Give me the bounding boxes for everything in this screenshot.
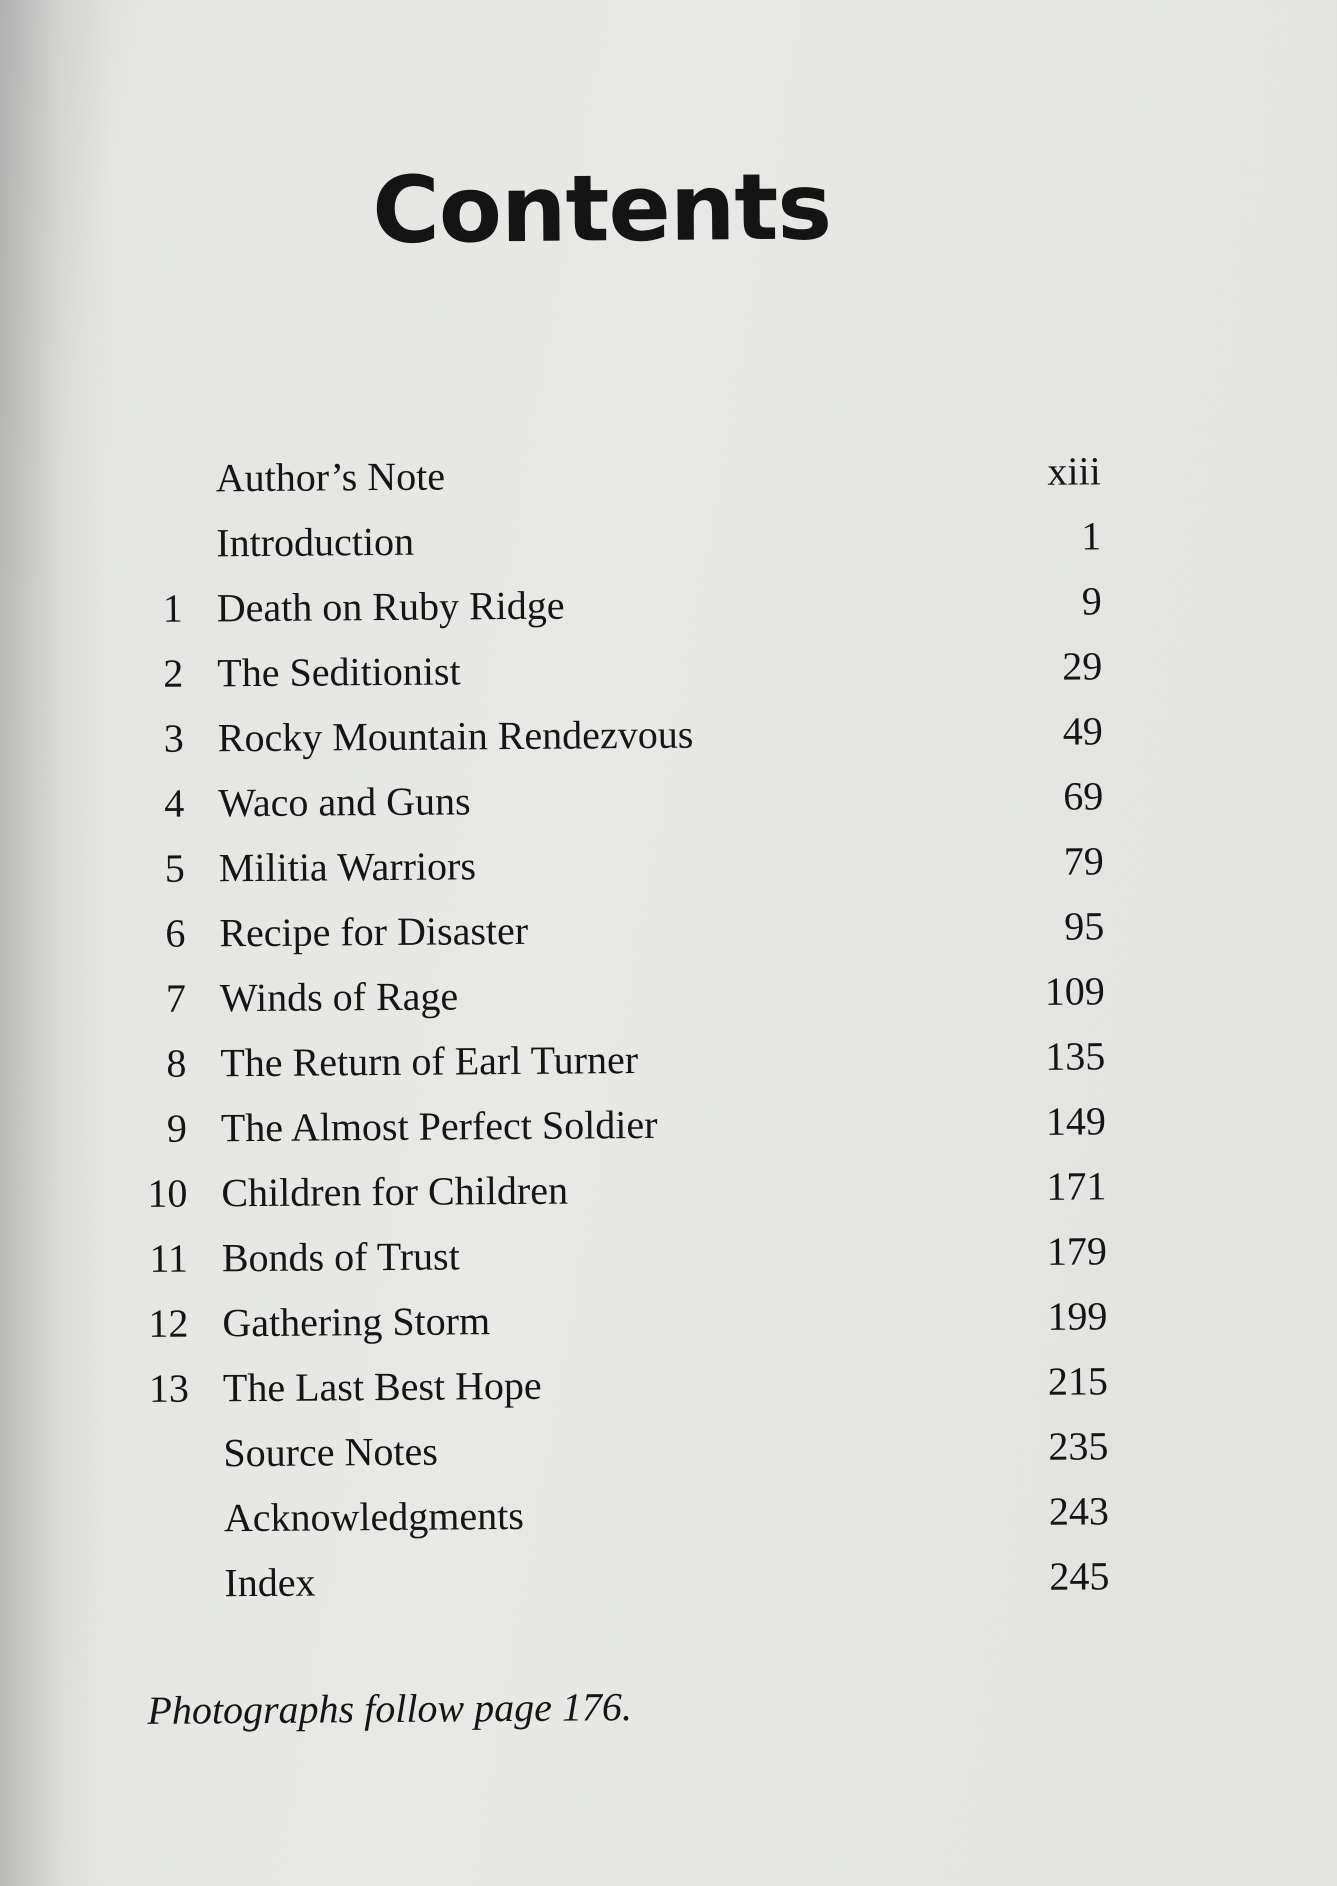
chapter-title: The Seditionist [217, 648, 461, 696]
chapter-title: Recipe for Disaster [219, 907, 529, 956]
chapter-title: Rocky Mountain Rendezvous [217, 711, 694, 761]
toc-entry [4, 444, 1337, 519]
chapter-number: 6 [165, 910, 186, 956]
page-number: 95 [1064, 903, 1105, 949]
chapter-number: 5 [164, 845, 186, 891]
page-number: 49 [1062, 708, 1103, 754]
toc-entry [5, 639, 1337, 714]
chapter-title: Acknowledgments [223, 1492, 525, 1541]
chapter-title: Author’s Note [215, 453, 446, 501]
toc-entry [10, 1224, 1337, 1299]
chapter-number: 10 [147, 1170, 188, 1216]
toc-entry [10, 1289, 1337, 1364]
page-number: 243 [1048, 1488, 1110, 1534]
page-number: 149 [1045, 1098, 1107, 1144]
chapter-title: Bonds of Trust [221, 1233, 460, 1281]
chapter-title: Winds of Rage [219, 973, 459, 1021]
chapter-number: 7 [165, 975, 187, 1021]
chapter-number: 11 [149, 1235, 189, 1281]
toc-entry [5, 574, 1337, 649]
page-number: 29 [1062, 643, 1103, 689]
toc-entry [12, 1484, 1337, 1559]
chapter-number: 3 [163, 715, 184, 761]
toc-entry [12, 1549, 1337, 1624]
toc-entry [8, 1029, 1337, 1104]
chapter-number: 4 [164, 780, 185, 826]
toc-entry [8, 964, 1337, 1039]
chapter-title: The Return of Earl Turner [220, 1037, 639, 1086]
page-number: 9 [1081, 578, 1102, 624]
page-number: 179 [1046, 1228, 1108, 1274]
chapter-title: Gathering Storm [222, 1298, 491, 1346]
toc-entry [6, 704, 1337, 779]
chapter-title: Death on Ruby Ridge [216, 582, 565, 631]
chapter-number: 8 [166, 1040, 187, 1086]
page-number: 79 [1063, 838, 1104, 884]
chapter-title: Waco and Guns [218, 778, 471, 826]
page-number: 171 [1046, 1163, 1107, 1209]
chapter-number: 1 [162, 585, 183, 631]
chapter-number: 13 [148, 1365, 190, 1411]
chapter-title: Index [224, 1559, 316, 1606]
page-number: 235 [1048, 1423, 1109, 1469]
chapter-number: 9 [166, 1105, 188, 1151]
page-number: 135 [1045, 1033, 1106, 1079]
page-title: Contents [371, 153, 832, 265]
toc-entry [9, 1094, 1337, 1169]
toc-entry [7, 834, 1337, 909]
photographs-note: Photographs follow page 176. [147, 1684, 633, 1733]
toc-entry [6, 769, 1337, 844]
page-number: 109 [1044, 968, 1105, 1014]
chapter-title: Source Notes [223, 1428, 438, 1476]
chapter-number: 2 [163, 650, 184, 696]
toc-entry [11, 1354, 1337, 1429]
chapter-title: The Last Best Hope [222, 1362, 542, 1411]
chapter-title: Children for Children [221, 1167, 569, 1216]
chapter-title: Militia Warriors [218, 843, 477, 891]
chapter-title: Introduction [216, 518, 415, 566]
page-number: 245 [1049, 1553, 1110, 1599]
toc-entry [11, 1419, 1337, 1494]
page-number: 69 [1063, 773, 1104, 819]
page-number: 1 [1081, 513, 1102, 559]
chapter-title: The Almost Perfect Soldier [220, 1101, 658, 1151]
table-of-contents [4, 444, 1337, 1624]
page-number: 215 [1047, 1358, 1109, 1404]
toc-entry [7, 899, 1337, 974]
toc-entry [4, 509, 1337, 584]
page-number: 199 [1047, 1293, 1108, 1339]
chapter-number: 12 [148, 1300, 189, 1346]
page-number: xiii [1047, 448, 1101, 494]
toc-entry [9, 1159, 1337, 1234]
